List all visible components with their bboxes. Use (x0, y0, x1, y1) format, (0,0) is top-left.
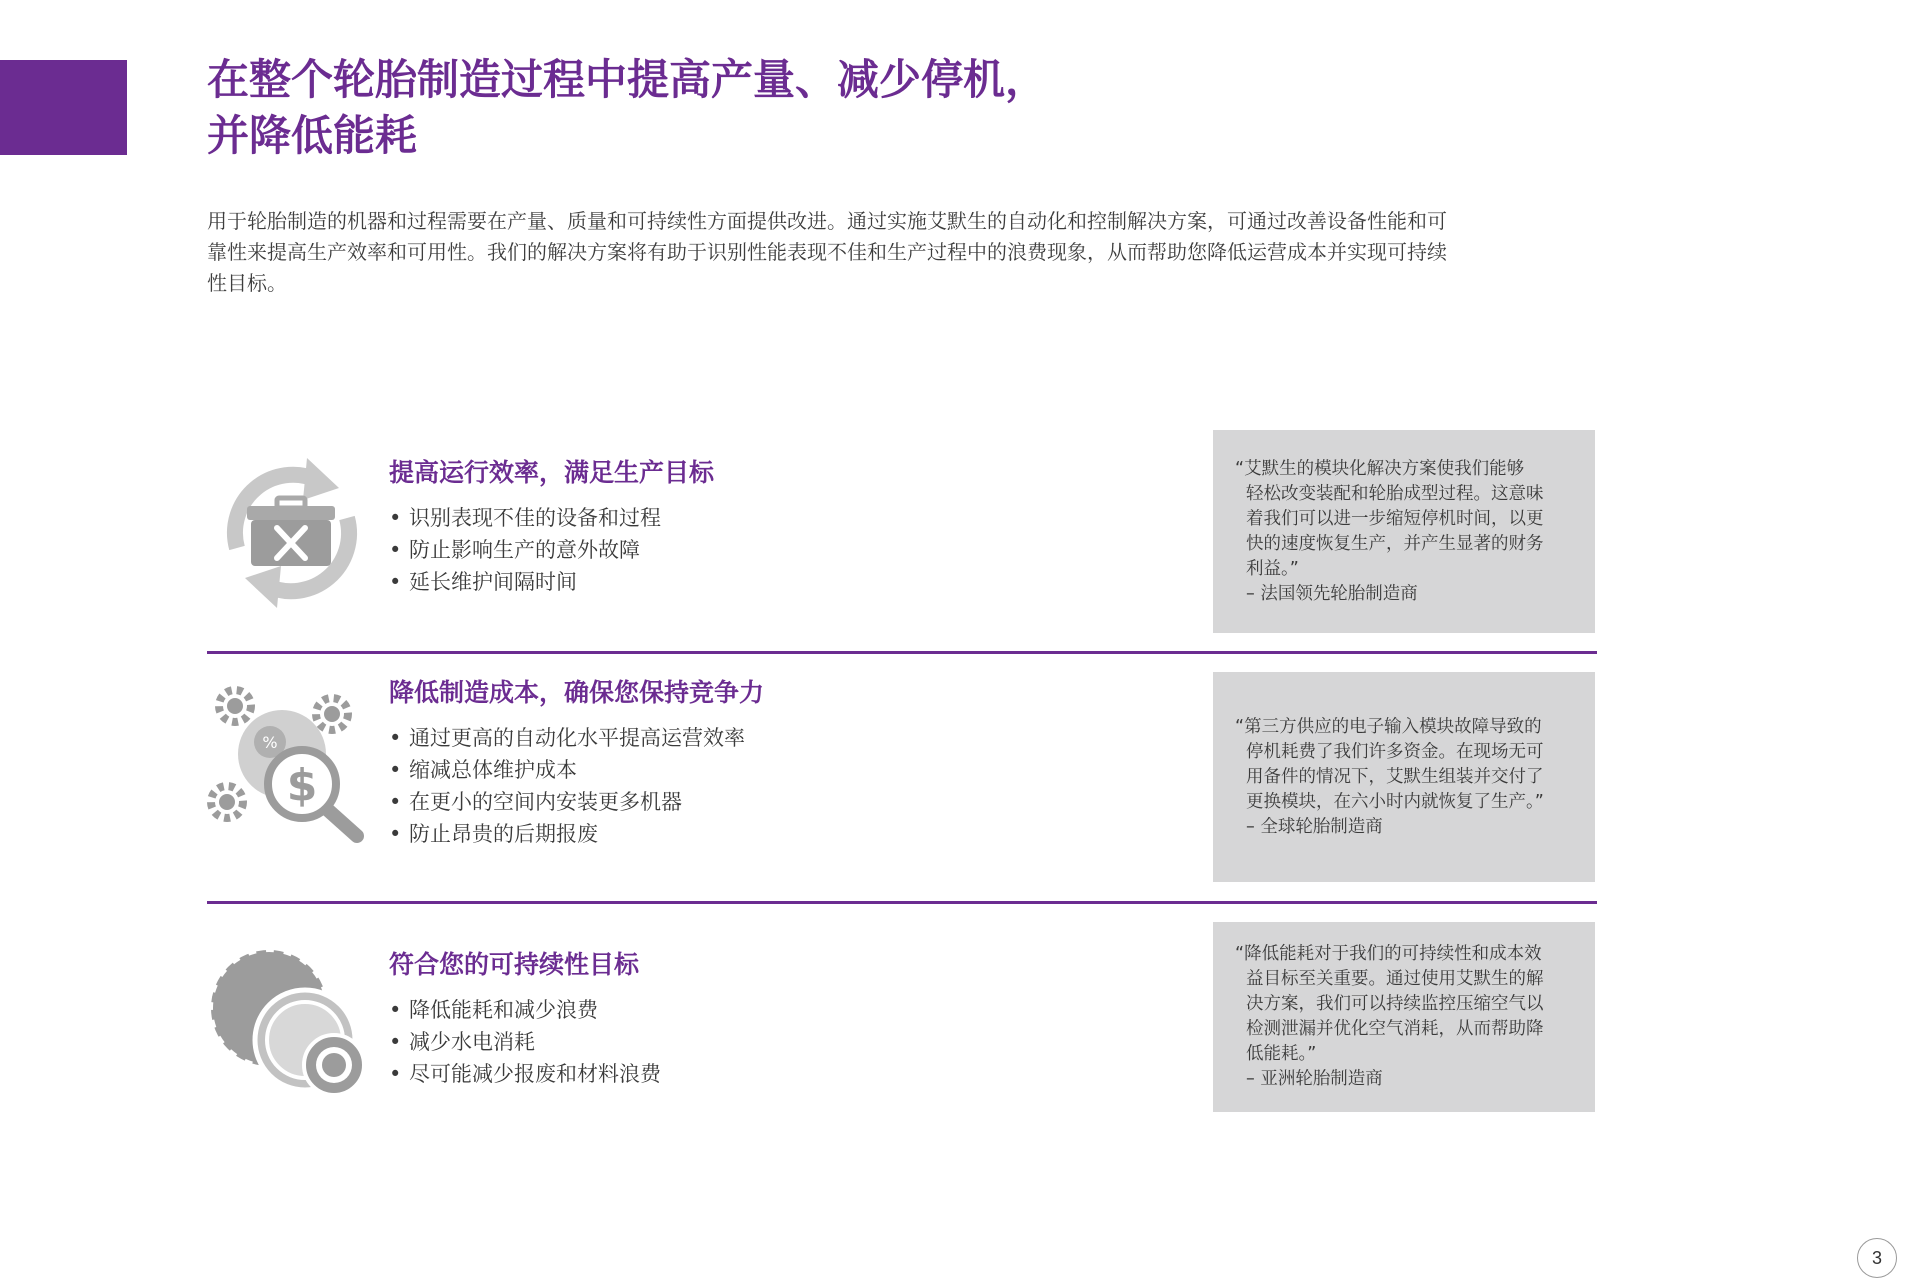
quote-attribution: – 法国领先轮胎制造商 (1246, 583, 1418, 604)
list-item: • 减少水电消耗 (389, 1026, 661, 1058)
bullet-list (389, 502, 661, 598)
customer-quote (1213, 430, 1595, 633)
list-item: • 延长维护间隔时间 (389, 566, 661, 598)
quote-line: 更换模块，在六小时内就恢复了生产。” (1246, 791, 1544, 812)
quote-line: 检测泄漏并优化空气消耗，从而帮助降 (1246, 1019, 1544, 1039)
intro-line-1: 用于轮胎制造的机器和过程需要在产量、质量和可持续性方面提供改进。通过实施艾默生的自动化和控制解决方案，可通过改善设备性能和可 (207, 209, 1447, 233)
toolbox-cycle-icon (207, 448, 377, 618)
section-heading: 符合您的可持续性目标 (389, 950, 640, 979)
intro-line-2: 靠性来提高生产效率和可用性。我们的解决方案将有助于识别性能表现不佳和生产过程中的浪费现象，从而帮助您降低运营成本并实现可持续 (207, 240, 1447, 264)
page-title (207, 52, 1507, 164)
intro-paragraph (207, 206, 1592, 299)
section-heading: 降低制造成本，确保您保持竞争力 (389, 678, 765, 707)
bullet-list (389, 722, 745, 850)
customer-quote (1213, 922, 1595, 1112)
list-item: • 在更小的空间内安装更多机器 (389, 786, 745, 818)
quote-line: “降低能耗对于我们的可持续性和成本效 (1235, 944, 1542, 964)
quote-line: 轻松改变装配和轮胎成型过程。这意味 (1246, 483, 1544, 504)
list-item: • 防止昂贵的后期报废 (389, 818, 745, 850)
quote-line: 益目标至关重要。通过使用艾默生的解 (1246, 969, 1544, 989)
customer-quote (1213, 672, 1595, 882)
accent-block (0, 60, 127, 155)
list-item: • 通过更高的自动化水平提高运营效率 (389, 722, 745, 754)
section-heading: 提高运行效率，满足生产目标 (389, 458, 715, 487)
quote-line: 停机耗费了我们许多资金。在现场无可 (1246, 741, 1544, 762)
list-item: • 降低能耗和减少浪费 (389, 994, 661, 1026)
sustainability-gears-icon (207, 940, 377, 1110)
list-item: • 尽可能减少报废和材料浪费 (389, 1058, 661, 1090)
svg-text:$: $ (286, 760, 318, 811)
section-divider (207, 651, 1597, 654)
title-line-1: 在整个轮胎制造过程中提高产量、减少停机， (207, 55, 1048, 104)
svg-text:%: % (262, 733, 278, 752)
quote-line: 决方案，我们可以持续监控压缩空气以 (1246, 994, 1544, 1014)
quote-line: 用备件的情况下，艾默生组装并交付了 (1246, 766, 1544, 787)
list-item: • 缩减总体维护成本 (389, 754, 745, 786)
section-divider (207, 901, 1597, 904)
intro-line-3: 性目标。 (207, 271, 287, 295)
quote-line: 着我们可以进一步缩短停机时间，以更 (1246, 508, 1544, 529)
quote-line: 快的速度恢复生产，并产生显著的财务 (1246, 533, 1544, 554)
list-item: • 识别表现不佳的设备和过程 (389, 502, 661, 534)
cost-gears-icon (207, 684, 377, 854)
bullet-list (389, 994, 661, 1090)
quote-attribution: – 全球轮胎制造商 (1246, 816, 1383, 837)
quote-line: “艾默生的模块化解决方案使我们能够 (1235, 458, 1525, 479)
title-line-2: 并降低能耗 (207, 111, 418, 160)
quote-line: “第三方供应的电子输入模块故障导致的 (1235, 716, 1542, 737)
list-item: • 防止影响生产的意外故障 (389, 534, 661, 566)
quote-line: 利益。” (1246, 558, 1299, 579)
quote-attribution: – 亚洲轮胎制造商 (1246, 1069, 1383, 1089)
quote-line: 低能耗。” (1246, 1044, 1317, 1064)
page-number: 3 (1857, 1238, 1897, 1278)
